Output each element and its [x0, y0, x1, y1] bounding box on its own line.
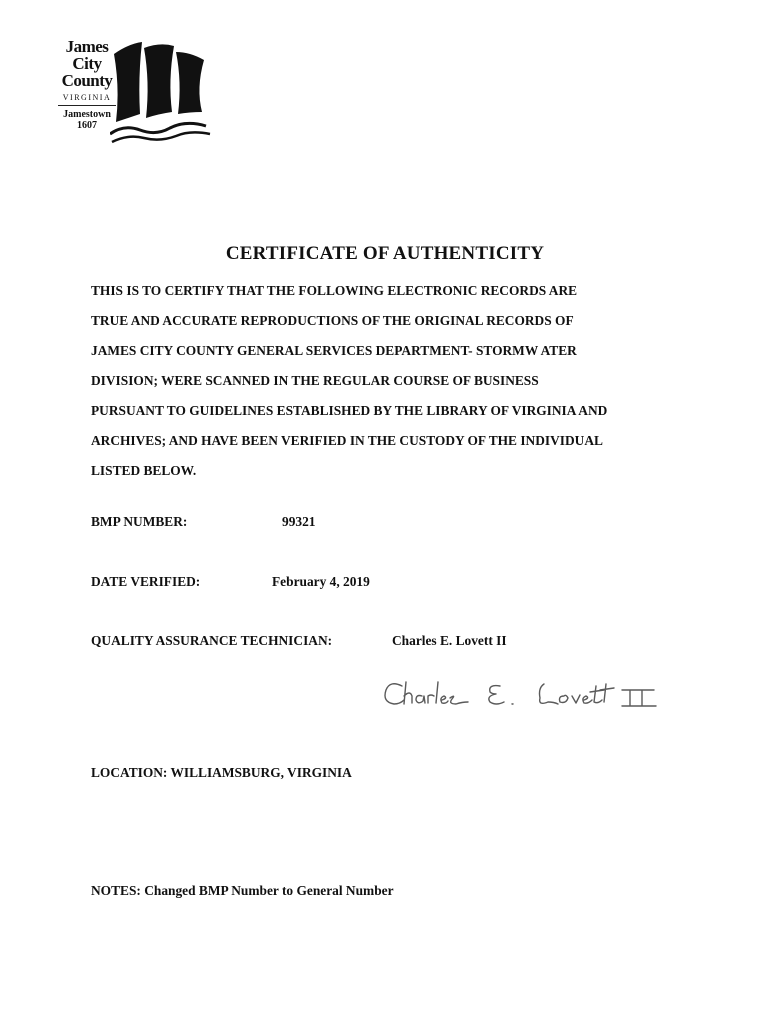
logo-line-3: County: [61, 71, 113, 90]
statement-line: PURSUANT TO GUIDELINES ESTABLISHED BY THE LIBRARY OF VIRGINIA AND: [91, 403, 608, 418]
certification-statement: [91, 276, 691, 486]
qa-technician-label: QUALITY ASSURANCE TECHNICIAN:: [91, 633, 333, 648]
qa-technician-value: Charles E. Lovett II: [392, 633, 507, 648]
logo-line-1: James: [65, 37, 109, 56]
notes-line: NOTES: Changed BMP Number to General Number: [91, 883, 394, 898]
statement-line: THIS IS TO CERTIFY THAT THE FOLLOWING ELECTRONIC RECORDS ARE: [91, 283, 578, 298]
logo-line-2: City: [72, 54, 102, 73]
logo-town: Jamestown: [63, 109, 111, 120]
statement-line: TRUE AND ACCURATE REPRODUCTIONS OF THE ORIGINAL RECORDS OF: [91, 313, 574, 328]
bmp-number-label: BMP NUMBER:: [91, 514, 188, 529]
location-line: LOCATION: WILLIAMSBURG, VIRGINIA: [91, 765, 352, 780]
statement-line: JAMES CITY COUNTY GENERAL SERVICES DEPARTMENT- STORMW ATER: [91, 343, 577, 358]
technician-signature: [368, 668, 668, 722]
statement-line: LISTED BELOW.: [91, 463, 197, 478]
logo-year: 1607: [77, 120, 97, 131]
ship-sails-icon: [110, 38, 214, 144]
date-verified-value: February 4, 2019: [272, 574, 370, 589]
logo-state: VIRGINIA: [62, 93, 112, 102]
statement-line: ARCHIVES; AND HAVE BEEN VERIFIED IN THE CUSTODY OF THE INDIVIDUAL: [91, 433, 603, 448]
bmp-number-value: 99321: [282, 514, 316, 529]
statement-line: DIVISION; WERE SCANNED IN THE REGULAR COURSE OF BUSINESS: [91, 373, 539, 388]
certificate-title: CERTIFICATE OF AUTHENTICITY: [225, 243, 545, 264]
logo-divider: [58, 105, 116, 106]
county-logo: [54, 38, 214, 144]
date-verified-label: DATE VERIFIED:: [91, 574, 201, 589]
